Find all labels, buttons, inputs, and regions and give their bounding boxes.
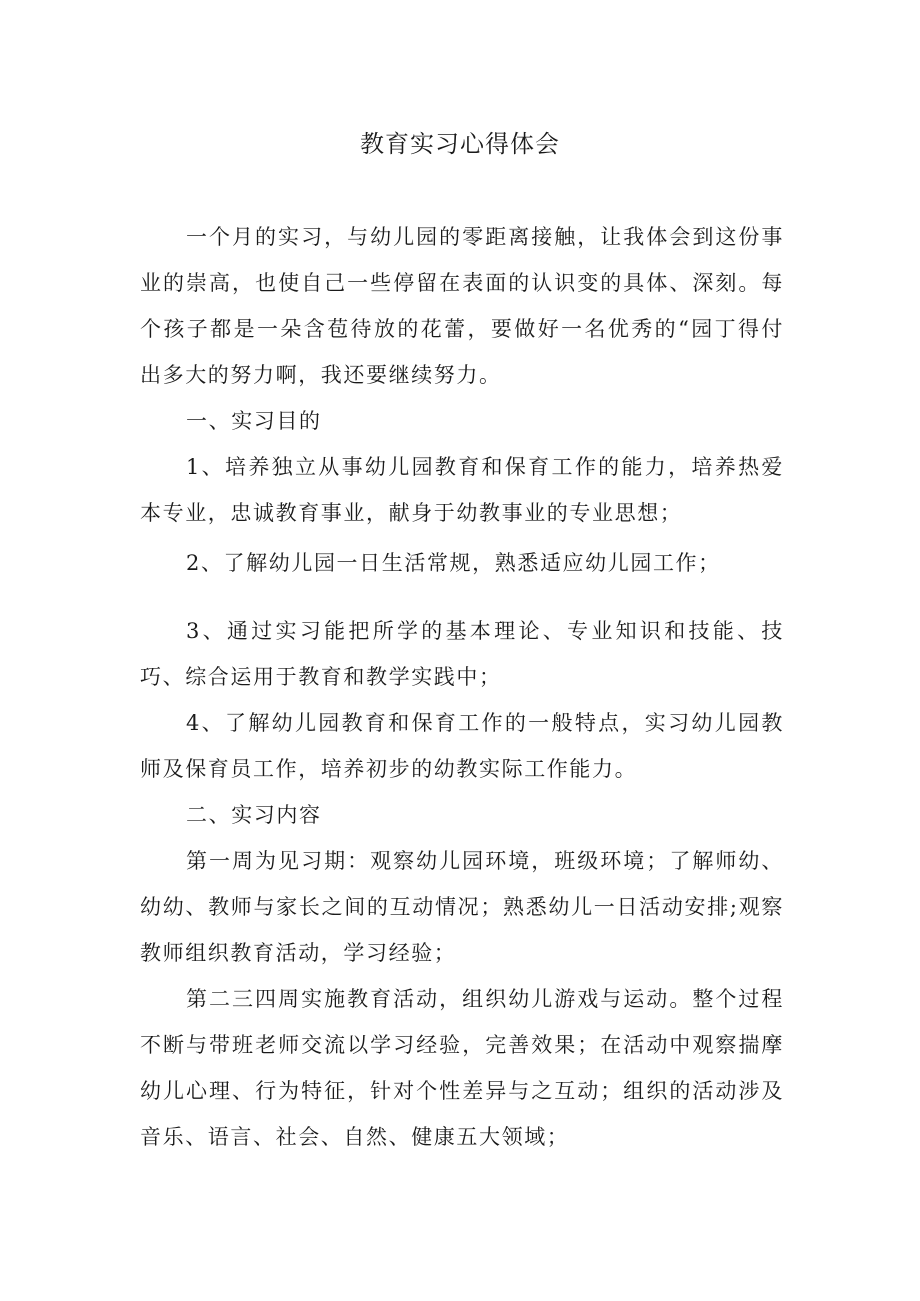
- section-heading-content: 二、实习内容: [186, 803, 322, 827]
- objective-item-2: 2、了解幼儿园一日生活常规，熟悉适应幼儿园工作；: [186, 551, 721, 575]
- content-week-1: 第一周为见习期：观察幼儿园环境，班级环境；了解师幼、幼幼、教师与家长之间的互动情况；熟悉幼儿一日活动安排;观察教师组织教育活动，学习经验；: [140, 849, 784, 965]
- objective-item-3: 3、通过实习能把所学的基本理论、专业知识和技能、技巧、综合运用于教育和教学实践中；: [140, 619, 784, 689]
- objective-item-1: 1、培养独立从事幼儿园教育和保育工作的能力，培养热爱本专业，忠诚教育事业，献身于幼教事业的专业思想；: [140, 455, 784, 525]
- objective-item-4: 4、了解幼儿园教育和保育工作的一般特点，实习幼儿园教师及保育员工作，培养初步的幼教实际工作能力。: [140, 711, 784, 781]
- document-title: 教育实习心得体会: [360, 130, 560, 158]
- content-weeks-2-4: 第二三四周实施教育活动，组织幼儿游戏与运动。整个过程不断与带班老师交流以学习经验，完善效果；在活动中观察揣摩幼儿心理、行为特征，针对个性差异与之互动；组织的活动涉及音乐、语言、社会、自然、健康五大领域；: [140, 987, 784, 1149]
- section-heading-objectives: 一、实习目的: [186, 409, 322, 433]
- intro-paragraph: 一个月的实习，与幼儿园的零距离接触，让我体会到这份事业的崇高，也使自己一些停留在表面的认识变的具体、深刻。每个孩子都是一朵含苞待放的花蕾，要做好一名优秀的“园丁得付出多大的努力啊，我还要继续努力。: [140, 225, 784, 387]
